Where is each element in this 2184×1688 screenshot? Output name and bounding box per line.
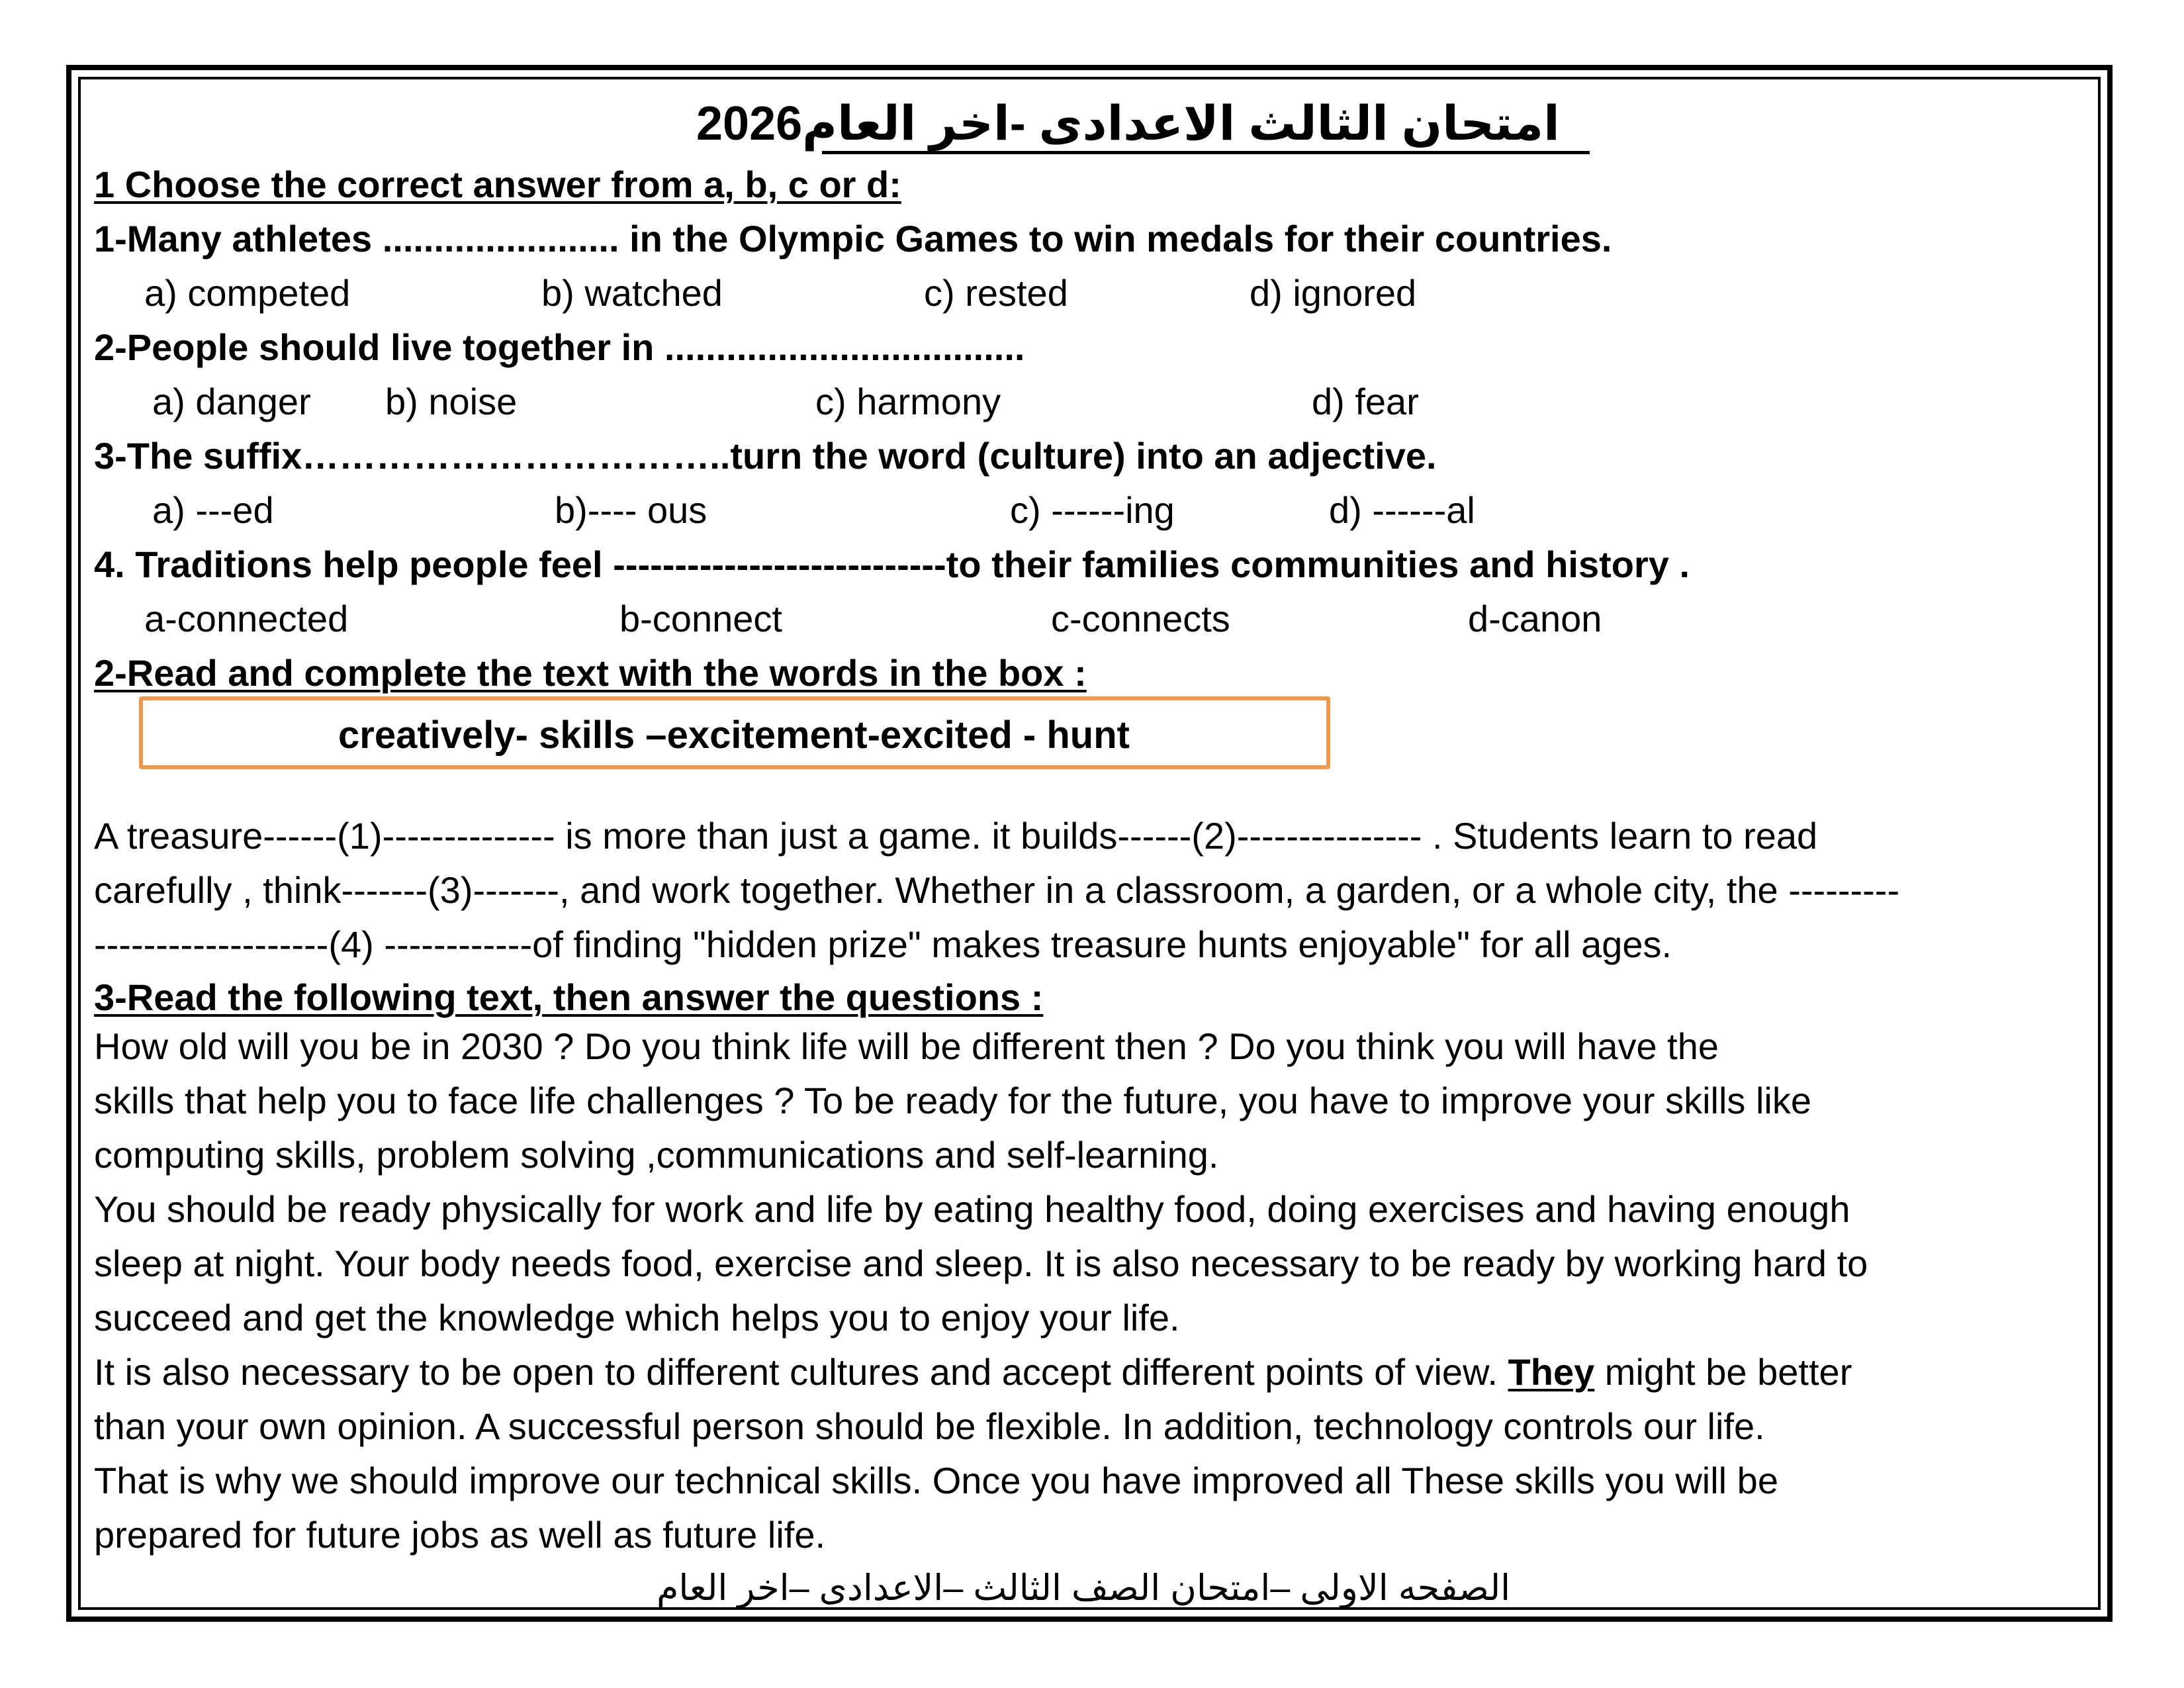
q1-option-a: a) competed xyxy=(144,272,351,314)
underlined-word-they: They xyxy=(1508,1351,1595,1393)
question-3: 3-The suffix……………………………..turn the word (culture) into an adjective. xyxy=(94,435,1437,477)
reading-passage xyxy=(94,1019,2093,1562)
q2-option-c: c) harmony xyxy=(815,381,1001,422)
q1-option-b: b) watched xyxy=(541,272,723,314)
q4-option-c: c-connects xyxy=(1051,598,1230,639)
question-2: 2-People should live together in ................................... xyxy=(94,326,1025,368)
q1-option-c: c) rested xyxy=(924,272,1068,314)
section3-heading: 3-Read the following text, then answer the questions : xyxy=(94,976,1044,1018)
cloze-line: -------------------(4) ------------of finding "hidden prize" makes treasure hunts enjoyable" for all ages. xyxy=(94,923,1672,965)
word-box xyxy=(139,696,1330,769)
passage-line: How old will you be in 2030 ? Do you think life will be different then ? Do you think you will have the xyxy=(94,1025,1719,1067)
q3-option-b: b)---- ous xyxy=(555,489,707,531)
word-box-words: creatively- skills –excitement-excited - hunt xyxy=(338,714,1130,757)
exam-title: امتحان الثالث الاعدادى -اخر العام2026 xyxy=(696,97,1560,150)
passage-line: succeed and get the knowledge which helps you to enjoy your life. xyxy=(94,1297,1180,1338)
cloze-passage xyxy=(94,809,2093,972)
question-4: 4. Traditions help people feel ---------------------------to their families communities and history . xyxy=(94,543,1690,585)
q2-option-b: b) noise xyxy=(385,381,518,422)
passage-line: prepared for future jobs as well as future life. xyxy=(94,1514,826,1556)
page-footer: الصفحه الاولى –امتحان الصف الثالث –الاعدادى –اخر العام xyxy=(657,1568,1511,1608)
q1-option-d: d) ignored xyxy=(1250,272,1417,314)
passage-line: sleep at night. Your body needs food, exercise and sleep. It is also necessary to be ready by working hard to xyxy=(94,1243,1868,1284)
section2-heading: 2-Read and complete the text with the words in the box : xyxy=(94,652,1087,694)
passage-text: It is also necessary to be open to different cultures and accept different points of view. xyxy=(94,1351,1508,1393)
question-1: 1-Many athletes ....................... in the Olympic Games to win medals for their countries. xyxy=(94,218,1612,259)
q3-option-c: c) ------ing xyxy=(1010,489,1175,531)
passage-line: You should be ready physically for work and life by eating healthy food, doing exercises and having enough xyxy=(94,1188,1850,1230)
cloze-line: A treasure------(1)-------------- is more than just a game. it builds------(2)--------------- . Students learn to read xyxy=(94,815,1818,857)
q2-option-d: d) fear xyxy=(1312,381,1419,422)
cloze-line: carefully , think-------(3)-------, and work together. Whether in a classroom, a garden, or a whole city, the --------- xyxy=(94,869,1900,911)
q3-option-a: a) ---ed xyxy=(152,489,274,531)
q4-option-a: a-connected xyxy=(144,598,349,639)
passage-line: skills that help you to face life challenges ? To be ready for the future, you have to improve your skills like xyxy=(94,1080,1812,1121)
passage-text: might be better xyxy=(1594,1351,1852,1393)
q3-option-d: d) ------al xyxy=(1329,489,1475,531)
title-underline xyxy=(822,151,1590,154)
q2-option-a: a) danger xyxy=(152,381,311,422)
passage-line: than your own opinion. A successful person should be flexible. In addition, technology controls our life. xyxy=(94,1405,1765,1447)
passage-line: That is why we should improve our technical skills. Once you have improved all These skills you will be xyxy=(94,1460,1778,1501)
section1-heading: 1 Choose the correct answer from a, b, c or d: xyxy=(94,164,901,205)
q4-option-d: d-canon xyxy=(1468,598,1602,639)
passage-line: computing skills, problem solving ,communications and self-learning. xyxy=(94,1134,1219,1176)
passage-line-they xyxy=(94,1345,2093,1399)
q4-option-b: b-connect xyxy=(619,598,782,639)
